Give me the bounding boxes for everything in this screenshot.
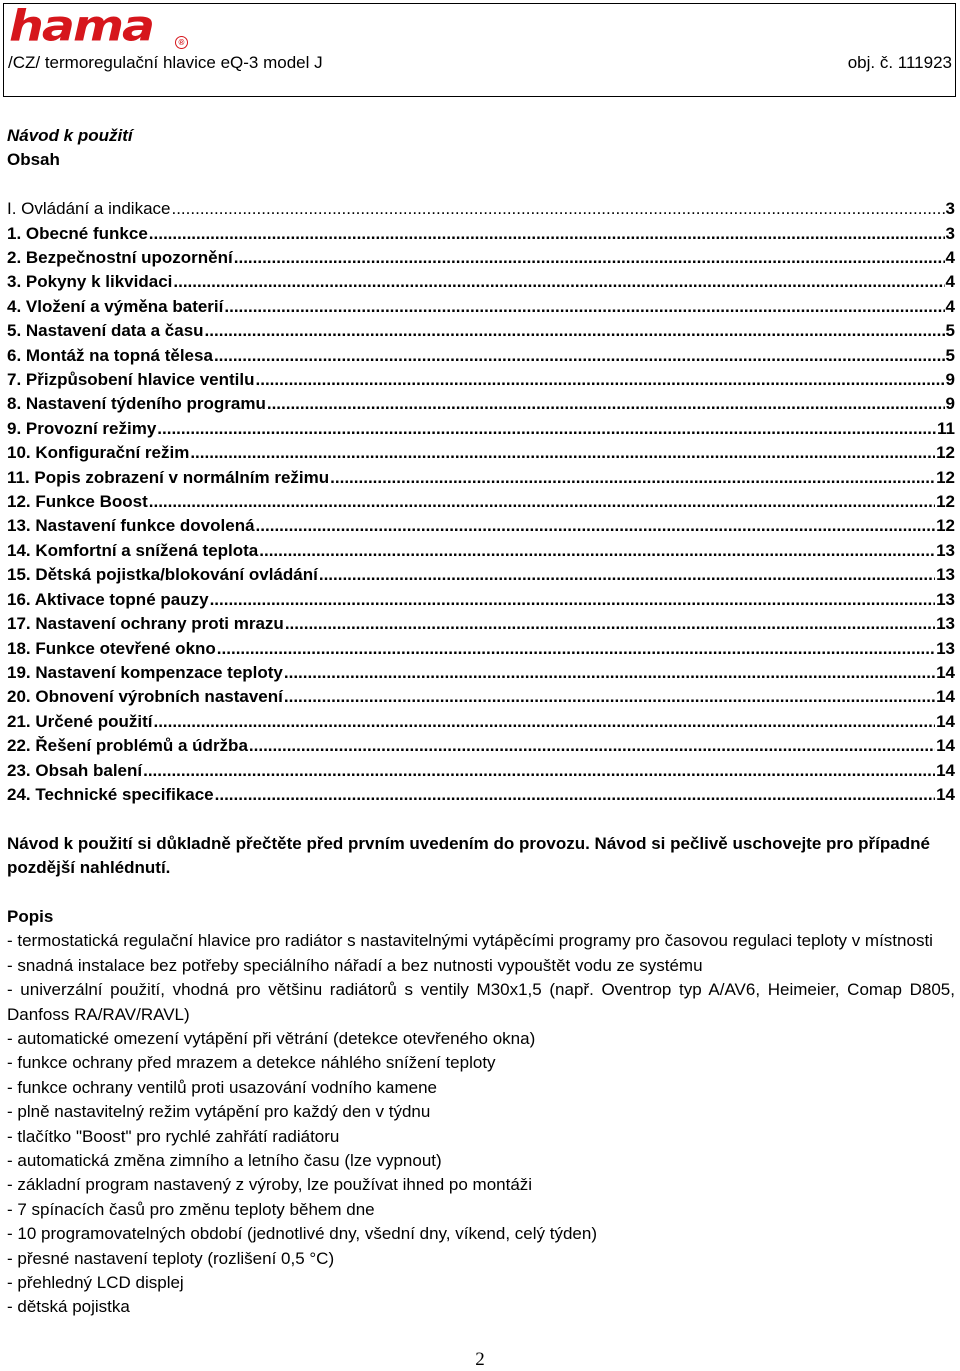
description-item: - přesné nastavení teploty (rozlišení 0,5 °C) [7,1248,335,1268]
toc-entry-page: 4 [945,272,955,292]
description-item: - 7 spínacích časů pro změnu teploty během dne [7,1199,375,1219]
description-item: - tlačítko "Boost" pro rychlé zahřátí radiátoru [7,1126,340,1146]
toc-leader-dots [330,466,935,490]
description-item: - snadná instalace bez potřeby speciálního nářadí a bez nutnosti vypouštět vodu ze systému [7,955,703,975]
toc-entry-label: 2. Bezpečnostní upozornění [7,248,233,268]
toc-leader-dots [149,490,935,514]
description-item: - funkce ochrany před mrazem a detekce náhlého snížení teploty [7,1053,496,1073]
toc-leader-dots [190,441,935,465]
toc-leader-dots [285,612,935,636]
toc-leader-dots [284,661,935,685]
toc-entry-label: 9. Provozní režimy [7,418,157,438]
toc-entry-label: 5. Nastavení data a času [7,321,204,341]
toc-entry [7,197,955,221]
toc-entry-page: 13 [936,638,955,658]
description-heading: Popis [7,906,54,926]
toc-leader-dots [256,514,936,538]
description-list [7,929,955,1320]
toc-entry [7,270,955,294]
toc-entry-label: 23. Obsah balení [7,760,143,780]
toc-leader-dots [149,222,945,246]
toc-entry [7,246,955,270]
toc-entry-page: 4 [945,296,955,316]
toc-entry [7,539,955,563]
toc-leader-dots [267,392,945,416]
toc-entry [7,637,955,661]
toc-leader-dots [319,563,935,587]
toc-entry-page: 9 [945,370,955,390]
toc-leader-dots [224,295,944,319]
toc-entry [7,734,955,758]
description-item: - automatická změna zimního a letního času (lze vypnout) [7,1151,442,1171]
toc-entry-page: 4 [945,248,955,268]
toc-entry [7,490,955,514]
toc-entry [7,368,955,392]
toc-entry [7,417,955,441]
toc-entry [7,441,955,465]
toc-entry-page: 14 [936,711,955,731]
toc-entry [7,295,955,319]
toc-entry-page: 11 [937,418,955,438]
toc-leader-dots [215,783,935,807]
toc-entry-label: I. Ovládání a indikace [7,199,171,219]
toc-leader-dots [249,734,935,758]
toc-entry-page: 5 [945,345,955,365]
toc-entry-label: 13. Nastavení funkce dovolená [7,516,255,536]
order-number: obj. č. 111923 [847,53,952,72]
toc-entry-label: 24. Technické specifikace [7,784,214,804]
product-title: /CZ/ termoregulační hlavice eQ-3 model J [8,53,323,72]
hama-logo [9,0,193,52]
toc-entry [7,783,955,807]
toc-entry-label: 20. Obnovení výrobních nastavení [7,687,283,707]
table-of-contents [7,197,955,807]
toc-entry-page: 14 [936,760,955,780]
toc-leader-dots [217,637,935,661]
toc-entry-page: 14 [936,784,955,804]
registered-mark-icon: ® [175,36,188,49]
description-item: - funkce ochrany ventilů proti usazování vodního kamene [7,1077,437,1097]
toc-entry-page: 3 [945,223,955,243]
toc-entry-label: 12. Funkce Boost [7,492,148,512]
description-item: - univerzální použití, vhodná pro většinu radiátorů s ventily M30x1,5 (např. Oventrop typ A/AV6, Heimeier, Comap D805, Danfoss RA/RAV/RAVL) [7,980,955,1024]
toc-entry-label: 17. Nastavení ochrany proti mrazu [7,614,284,634]
toc-entry-page: 12 [936,467,955,487]
toc-leader-dots [210,588,936,612]
toc-entry-page: 14 [936,736,955,756]
toc-entry-page: 13 [936,540,955,560]
toc-entry-label: 19. Nastavení kompenzace teploty [7,662,283,682]
description-item: - plně nastavitelný režim vytápění pro každý den v týdnu [7,1102,431,1122]
toc-entry-label: 15. Dětská pojistka/blokování ovládání [7,565,318,585]
toc-entry [7,392,955,416]
toc-entry [7,710,955,734]
toc-entry-label: 22. Řešení problémů a údržba [7,736,248,756]
description-item: - dětská pojistka [7,1297,130,1317]
toc-entry-label: 4. Vložení a výměna baterií [7,296,224,316]
toc-entry-page: 14 [936,687,955,707]
toc-entry-label: 18. Funkce otevřené okno [7,638,216,658]
toc-entry-label: 14. Komfortní a snížená teplota [7,540,259,560]
toc-leader-dots [205,319,945,343]
description-item: - automatické omezení vytápění při větrání (detekce otevřeného okna) [7,1028,536,1048]
toc-entry-page: 5 [945,321,955,341]
description-item: - přehledný LCD displej [7,1273,184,1293]
page-number: 2 [475,1349,485,1370]
description-item: - 10 programovatelných období (jednotlivé dny, všední dny, víkend, celý týden) [7,1224,597,1244]
usage-notice: Návod k použití si důkladně přečtěte před prvním uvedením do provozu. Návod si pečlivě uschovejte pro případné pozdější nahlédnutí. [7,833,930,878]
toc-heading: Obsah [7,150,60,170]
toc-entry-page: 13 [936,614,955,634]
toc-entry-page: 12 [936,443,955,463]
toc-entry [7,588,955,612]
toc-leader-dots [256,368,945,392]
toc-entry-page: 13 [936,589,955,609]
logo-wordmark: hama [9,0,154,51]
document-header [3,0,956,97]
toc-entry-label: 8. Nastavení týdeního programu [7,394,266,414]
toc-entry-label: 11. Popis zobrazení v normálním režimu [7,467,330,487]
toc-entry-page: 3 [945,199,955,219]
toc-entry [7,759,955,783]
toc-entry-label: 7. Přizpůsobení hlavice ventilu [7,370,255,390]
toc-leader-dots [214,344,945,368]
toc-leader-dots [171,197,944,221]
toc-entry-page: 14 [936,662,955,682]
toc-entry-page: 12 [936,516,955,536]
toc-entry-label: 10. Konfigurační režim [7,443,190,463]
toc-leader-dots [234,246,945,270]
toc-leader-dots [153,710,935,734]
toc-leader-dots [284,685,935,709]
toc-entry [7,685,955,709]
document-title: Návod k použití [7,126,133,145]
toc-entry [7,563,955,587]
toc-entry-page: 9 [945,394,955,414]
toc-entry-label: 16. Aktivace topné pauzy [7,589,209,609]
toc-leader-dots [173,270,944,294]
description-item: - základní program nastavený z výroby, lze používat ihned po montáži [7,1175,533,1195]
toc-entry [7,222,955,246]
toc-leader-dots [157,417,936,441]
toc-entry [7,466,955,490]
toc-leader-dots [143,759,935,783]
toc-entry [7,612,955,636]
toc-entry-page: 13 [936,565,955,585]
toc-entry-label: 6. Montáž na topná tělesa [7,345,213,365]
toc-entry [7,661,955,685]
toc-leader-dots [259,539,935,563]
toc-entry [7,344,955,368]
toc-entry-label: 3. Pokyny k likvidaci [7,272,173,292]
document-body [7,124,955,1320]
toc-entry-page: 12 [936,492,955,512]
toc-entry [7,514,955,538]
toc-entry-label: 1. Obecné funkce [7,223,148,243]
toc-entry-label: 21. Určené použití [7,711,153,731]
description-item: - termostatická regulační hlavice pro radiátor s nastavitelnými vytápěcími programy pro časovou regulaci teploty v místnosti [7,931,933,951]
toc-entry [7,319,955,343]
